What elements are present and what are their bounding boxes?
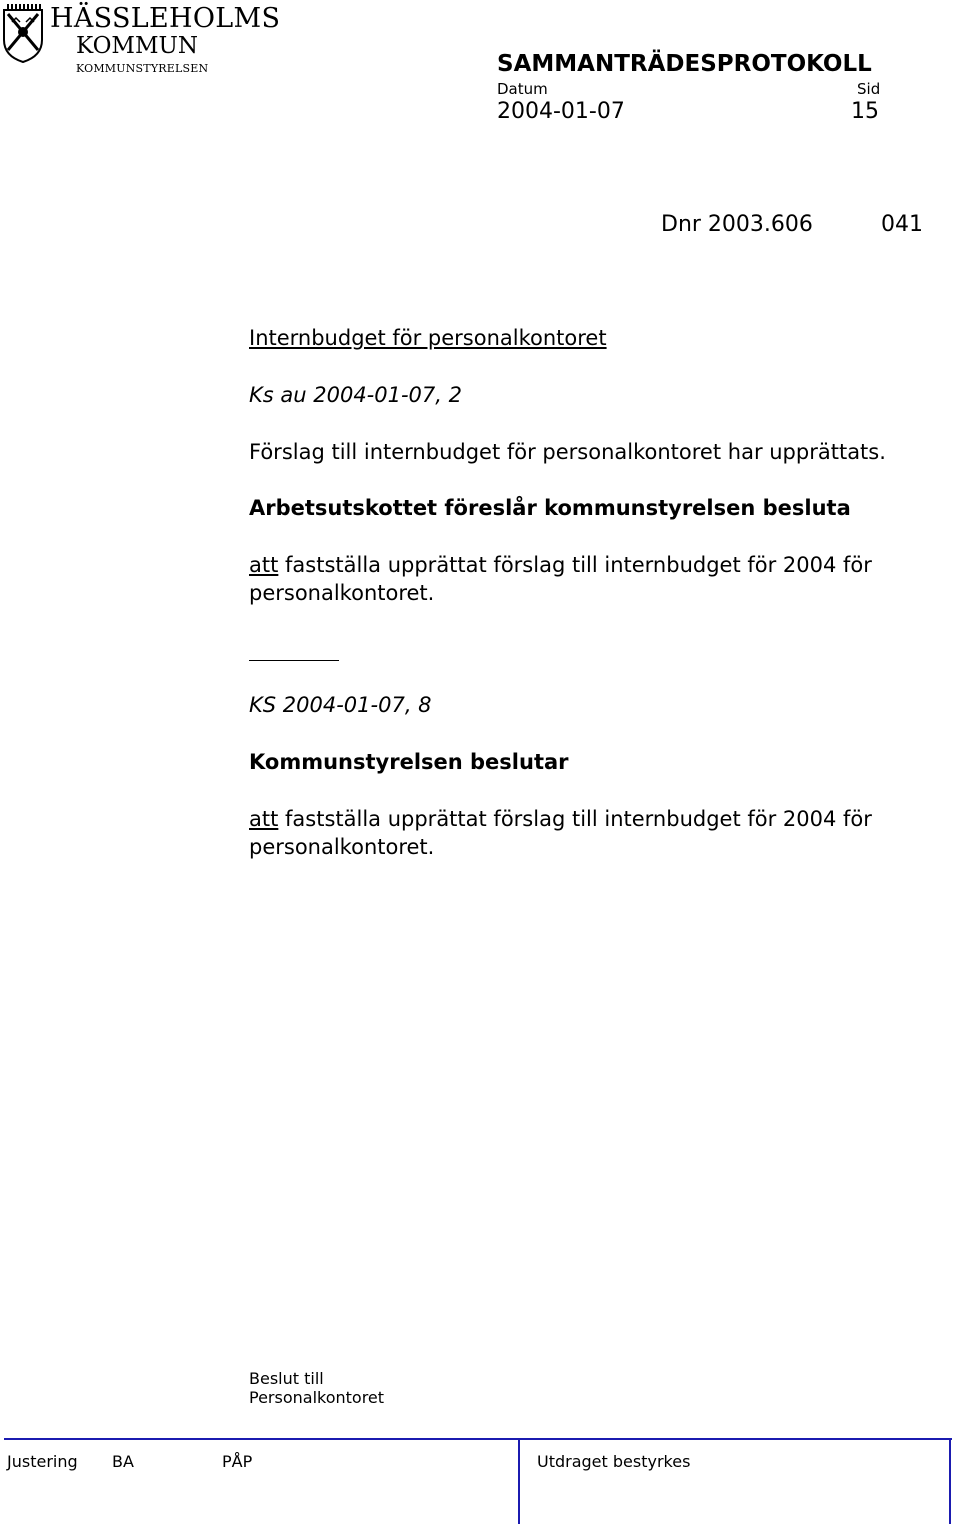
decision-heading: Kommunstyrelsen beslutar <box>249 750 569 774</box>
separator <box>249 660 339 661</box>
footer-rule <box>4 1438 952 1440</box>
footer-right-border <box>949 1438 951 1524</box>
au-reference: Ks au 2004-01-07, 2 <box>249 383 462 407</box>
distribution-label: Beslut till <box>249 1369 324 1388</box>
page-number: 15 <box>851 99 879 124</box>
ks-reference: KS 2004-01-07, 8 <box>249 693 432 717</box>
justering-initials-2: PÅP <box>222 1452 253 1471</box>
proposal-line <box>249 551 872 579</box>
proposal-heading: Arbetsutskottet föreslår kommunstyrelsen besluta <box>249 496 851 520</box>
logo-board: KOMMUNSTYRELSEN <box>76 62 209 75</box>
section-heading: Internbudget för personalkontoret <box>249 326 607 350</box>
logo-kommun: KOMMUN <box>76 33 199 59</box>
distribution-recipient: Personalkontoret <box>249 1388 385 1407</box>
footer-divider <box>518 1438 520 1524</box>
meeting-date: 2004-01-07 <box>497 99 625 124</box>
proposal-line2: personalkontoret. <box>249 581 435 605</box>
municipal-crest-icon <box>2 2 44 64</box>
decision-line1: fastställa upprättat förslag till internbudget för 2004 för <box>278 807 872 831</box>
decision-line2: personalkontoret. <box>249 835 435 859</box>
case-code: 041 <box>881 212 923 237</box>
case-number: Dnr 2003.606 <box>661 212 813 237</box>
logo-municipality-name: HÄSSLEHOLMS <box>50 3 281 34</box>
decision-line <box>249 805 872 833</box>
proposal-att: att <box>249 553 279 577</box>
intro-text: Förslag till internbudget för personalkontoret har upprättats. <box>249 440 886 464</box>
date-label: Datum <box>497 80 548 98</box>
proposal-line1: fastställa upprättat förslag till internbudget för 2004 för <box>278 553 872 577</box>
page-label: Sid <box>857 80 881 98</box>
certified-label: Utdraget bestyrkes <box>537 1452 691 1471</box>
justering-initials-1: BA <box>112 1452 134 1471</box>
justering-label: Justering <box>7 1452 78 1471</box>
document-title: SAMMANTRÄDESPROTOKOLL <box>497 51 872 77</box>
decision-att: att <box>249 807 279 831</box>
